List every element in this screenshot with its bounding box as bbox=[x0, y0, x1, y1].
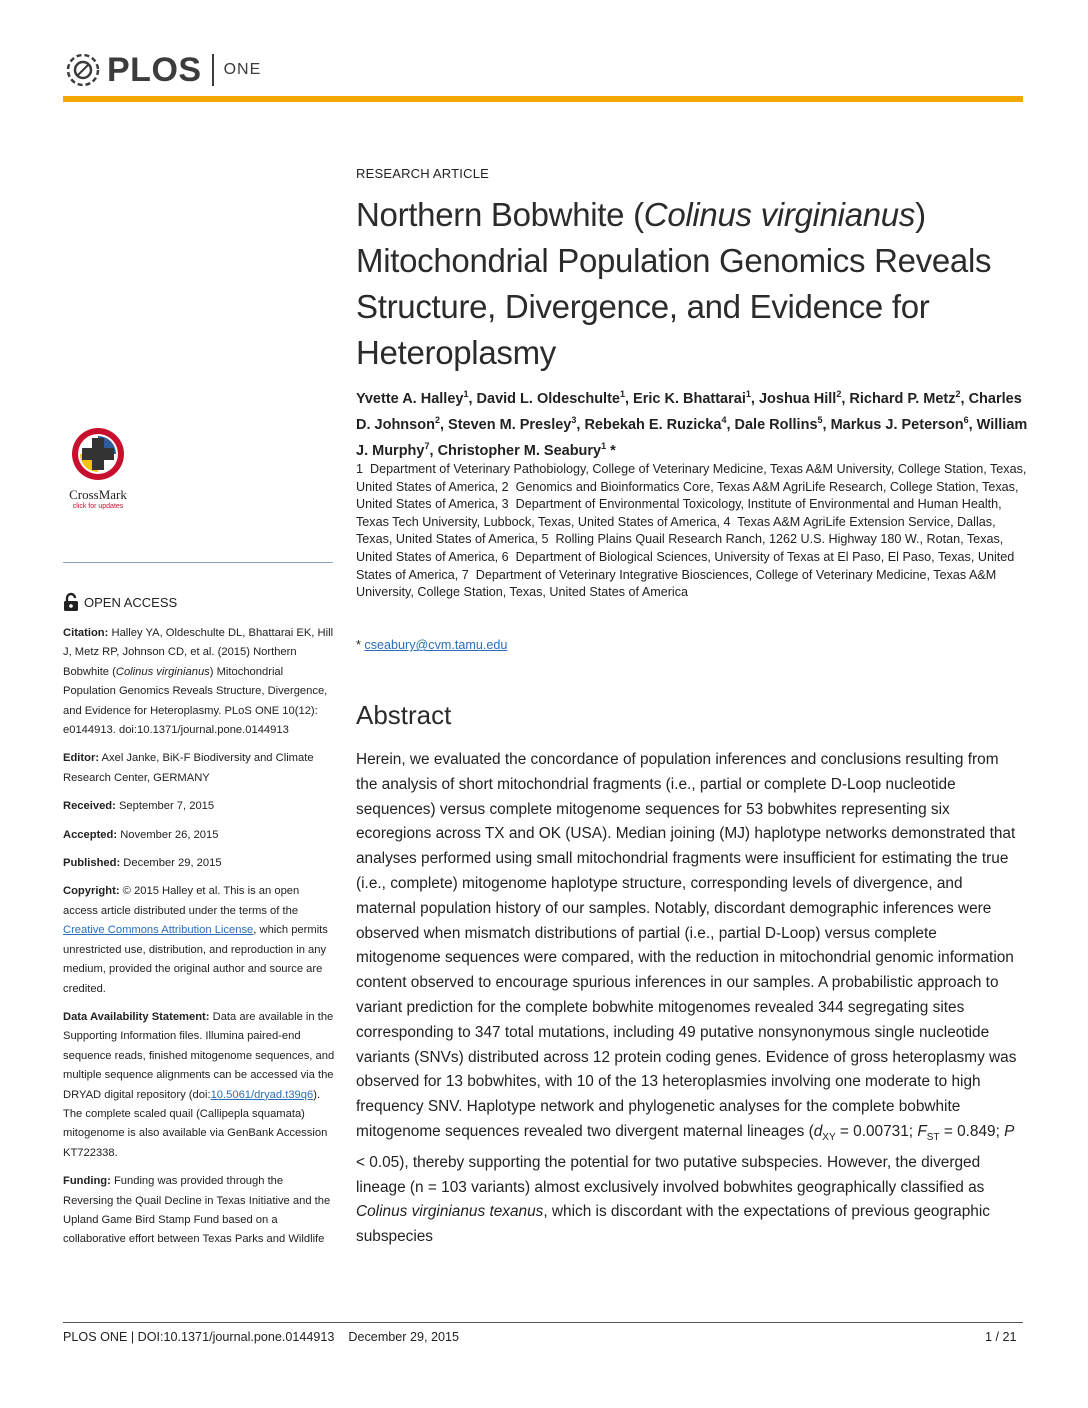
logo-suffix: ONE bbox=[223, 61, 262, 78]
affiliation-text: Genomics and Bioinformatics Core, Texas A&M AgriLife Research, College Station, Texas, United States of America, bbox=[356, 479, 1019, 512]
dryad-link[interactable]: 10.5061/dryad.t39q6 bbox=[210, 1088, 314, 1101]
crossmark-icon bbox=[63, 424, 133, 484]
data-availability: Data Availability Statement: Data are available in the Supporting Information files. Illumina paired-end sequence reads, finished mitogenome sequences, and multiple sequence alignments can be accessed via the DRYAD digital repository (doi:10.5061/dryad.t39q6). The complete scaled quail (Callipepla squamata) mitogenome is also available via GenBank Accession KT722338. bbox=[63, 1010, 335, 1159]
author-name: Richard P. Metz bbox=[849, 390, 956, 407]
footer-rule bbox=[63, 1322, 1023, 1323]
author-affiliation-marker: 1 bbox=[745, 389, 751, 399]
affiliation-text: Department of Veterinary Pathobiology, College of Veterinary Medicine, Texas A&M University, College Station, Texas, United States of America, bbox=[356, 462, 1027, 494]
editor: Editor: Axel Janke, BiK-F Biodiversity and Climate Research Center, GERMANY bbox=[63, 752, 314, 784]
journal-logo[interactable] bbox=[63, 48, 261, 92]
page-number: 1 / 21 bbox=[985, 1330, 1017, 1344]
funding: Funding: Funding was provided through the Reversing the Quail Decline in Texas Initiative and the Upland Game Bird Stamp Fund based on a collaborative effort between Texas Parks and Wildlife bbox=[63, 1175, 331, 1246]
crossmark-badge[interactable] bbox=[63, 424, 133, 510]
open-lock-icon bbox=[63, 592, 79, 612]
author-affiliation-marker: 1 bbox=[463, 389, 469, 399]
author-name: Markus J. Peterson bbox=[830, 416, 964, 433]
author-name: Joshua Hill bbox=[758, 390, 837, 407]
logo-separator bbox=[212, 54, 214, 86]
corresponding-marker: * bbox=[606, 442, 616, 459]
author-name: David L. Oldeschulte bbox=[476, 390, 620, 407]
crossmark-sublabel: click for updates bbox=[72, 503, 124, 510]
received-date: Received: September 7, 2015 bbox=[63, 800, 215, 813]
author-affiliation-marker: 5 bbox=[817, 414, 823, 425]
affiliations bbox=[356, 461, 1028, 602]
correspondence-marker: * bbox=[356, 638, 361, 652]
abstract-body: Herein, we evaluated the concordance of population inferences and conclusions resulting from the analysis of short mitochondrial fragments (i.e., partial or complete D-Loop nucleotide sequences) versus complete mitogenome sequences for 53 bobwhites representing six ecoregions across TX and OK (USA). Median joining (MJ) haplotype networks demonstrated that analyses performed using small mitochondrial fragments were insufficient for estimating the true (i.e., complete) mitogenome haplotype structure, corresponding levels of divergence, and maternal population history of our samples. Notably, discordant demographic inferences were observed when mismatch distributions of partial (i.e., partial D-Loop) versus complete mitogenome sequences were compared, with the reduction in mitochondrial genomic information content observed to encourage spurious inferences in our samples. A probabilistic approach to variant prediction for the complete bobwhite mitogenomes revealed 344 segregating sites corresponding to 347 total mutations, including 49 putative nonsynonymous single nucleotide variants (SNVs) distributed across 12 protein coding genes. Evidence of gross heteroplasmy was observed for 13 bobwhites, with 10 of the 13 heteroplasmies involving one moderate to high frequency SNV. Haplotype network and phylogenetic analyses for the complete bobwhite mitogenome sequences revealed two divergent maternal lineages ($d_{XY} = 0.00731$; $F_{ST} = 0.849$; P < 0.05), thereby supporting the potential for two putative subspecies. However, the diverged lineage (n = 103 variants) almost exclusively involved bobwhites geographically classified as Colinus virginianus texanus, which is discordant with the expectations of previous geographic subspecies bbox=[356, 751, 1017, 1246]
affiliation-text: Rolling Plains Quail Research Ranch, 1262 U.S. Highway 180 W., Rotan, Texas, United States of America, bbox=[356, 532, 1004, 564]
logo-word: PLOS bbox=[107, 50, 202, 89]
author-affiliation-marker: 3 bbox=[571, 414, 577, 425]
email-link[interactable]: cseabury@cvm.tamu.edu bbox=[364, 638, 508, 652]
author-name: Rebekah E. Ruzicka bbox=[584, 416, 722, 433]
author-affiliation-marker: 1 bbox=[601, 440, 607, 451]
affiliation-number: 4 bbox=[723, 514, 738, 529]
footer-citation: PLOS ONE | DOI:10.1371/journal.pone.0144913 December 29, 2015 bbox=[63, 1330, 460, 1344]
author-affiliation-marker: 7 bbox=[424, 440, 430, 451]
article-metadata bbox=[63, 624, 335, 1259]
article-type: RESEARCH ARTICLE bbox=[356, 166, 489, 181]
affiliation-text: Texas A&M AgriLife Extension Service, Dallas, Texas, United States of America, bbox=[356, 514, 996, 547]
affiliation-number: 2 bbox=[501, 479, 516, 494]
author-affiliation-marker: 2 bbox=[434, 414, 440, 425]
abstract-heading: Abstract bbox=[356, 700, 452, 730]
citation: Citation: Halley YA, Oldeschulte DL, Bhattarai EK, Hill J, Metz RP, Johnson CD, et al. (2015) Northern Bobwhite (Colinus virginianus) Mitochondrial Population Genomics Reveals Structure, Divergence, and Evidence for Heteroplasmy. PLoS ONE 10(12): e0144913. doi:10.1371/journal.pone.0144913 bbox=[63, 627, 334, 737]
author-name: Eric K. Bhattarai bbox=[633, 390, 746, 407]
author-name: Yvette A. Halley bbox=[356, 390, 464, 407]
author-affiliation-marker: 2 bbox=[955, 389, 961, 399]
crossmark-label: CrossMark bbox=[69, 487, 127, 502]
affiliation-text: Department of Biological Sciences, University of Texas at El Paso, El Paso, Texas, United States of America, bbox=[356, 549, 1015, 582]
author-affiliation-marker: 2 bbox=[836, 389, 842, 399]
sidebar-rule bbox=[63, 562, 333, 563]
author-name: Dale Rollins bbox=[734, 416, 818, 433]
correspondence bbox=[356, 638, 507, 652]
copyright: Copyright: © 2015 Halley et al. This is an open access article distributed under the terms of the Creative Commons Attribution License, which permits unrestricted use, distribution, and reproduction in any medium, provided the original author and source are credited. bbox=[63, 885, 328, 995]
affiliation-number: 3 bbox=[501, 497, 516, 512]
author-affiliation-marker: 6 bbox=[963, 414, 969, 425]
author-list: Yvette A. Halley$^1$, David L. Oldeschulte$^1$, Eric K. Bhattarai$^1$, Joshua Hill$^2$, Richard P. Metz$^2$, Charles D. Johnson$^2$, Steven M. Presley$^3$, Rebekah E. Ruzicka$^4$, Dale Rollins$^5$, Markus J. Peterson$^6$, William J. Murphy$^7$, Christopher M. Seabury$^1$ * bbox=[356, 389, 1028, 459]
title-species: Colinus virginianus bbox=[643, 196, 916, 233]
author-affiliation-marker: 1 bbox=[619, 389, 625, 399]
plos-logo-icon bbox=[63, 50, 103, 90]
author-name: Christopher M. Seabury bbox=[437, 442, 602, 459]
affiliation-text: Department of Veterinary Integrative Biosciences, College of Veterinary Medicine, Texas A&M University, College Station, Texas, United States of America bbox=[356, 567, 997, 600]
affiliation-number: 7 bbox=[461, 567, 476, 582]
license-link[interactable]: Creative Commons Attribution License bbox=[63, 924, 254, 937]
open-access-label: OPEN ACCESS bbox=[84, 594, 178, 610]
author-name: Charles D. Johnson bbox=[356, 390, 1022, 433]
author-name: William J. Murphy bbox=[356, 416, 1028, 459]
accepted-date: Accepted: November 26, 2015 bbox=[63, 828, 219, 841]
published-date: Published: December 29, 2015 bbox=[63, 857, 222, 870]
author-affiliation-marker: 4 bbox=[721, 414, 727, 425]
author-name: Steven M. Presley bbox=[448, 416, 572, 433]
header-rule bbox=[63, 96, 1023, 102]
affiliation-text: Department of Environmental Toxicology, Institute of Environmental and Human Health, Texas Tech University, Lubbock, Texas, United States of America, bbox=[356, 497, 1002, 529]
affiliation-number: 6 bbox=[501, 549, 516, 564]
affiliation-number: 1 bbox=[356, 462, 371, 476]
article-title: Northern Bobwhite (Colinus virginianus) Mitochondrial Population Genomics Reveals Structure, Divergence, and Evidence for Heteroplasmy bbox=[356, 196, 992, 371]
open-access-badge bbox=[63, 592, 177, 612]
affiliation-number: 5 bbox=[541, 532, 556, 547]
